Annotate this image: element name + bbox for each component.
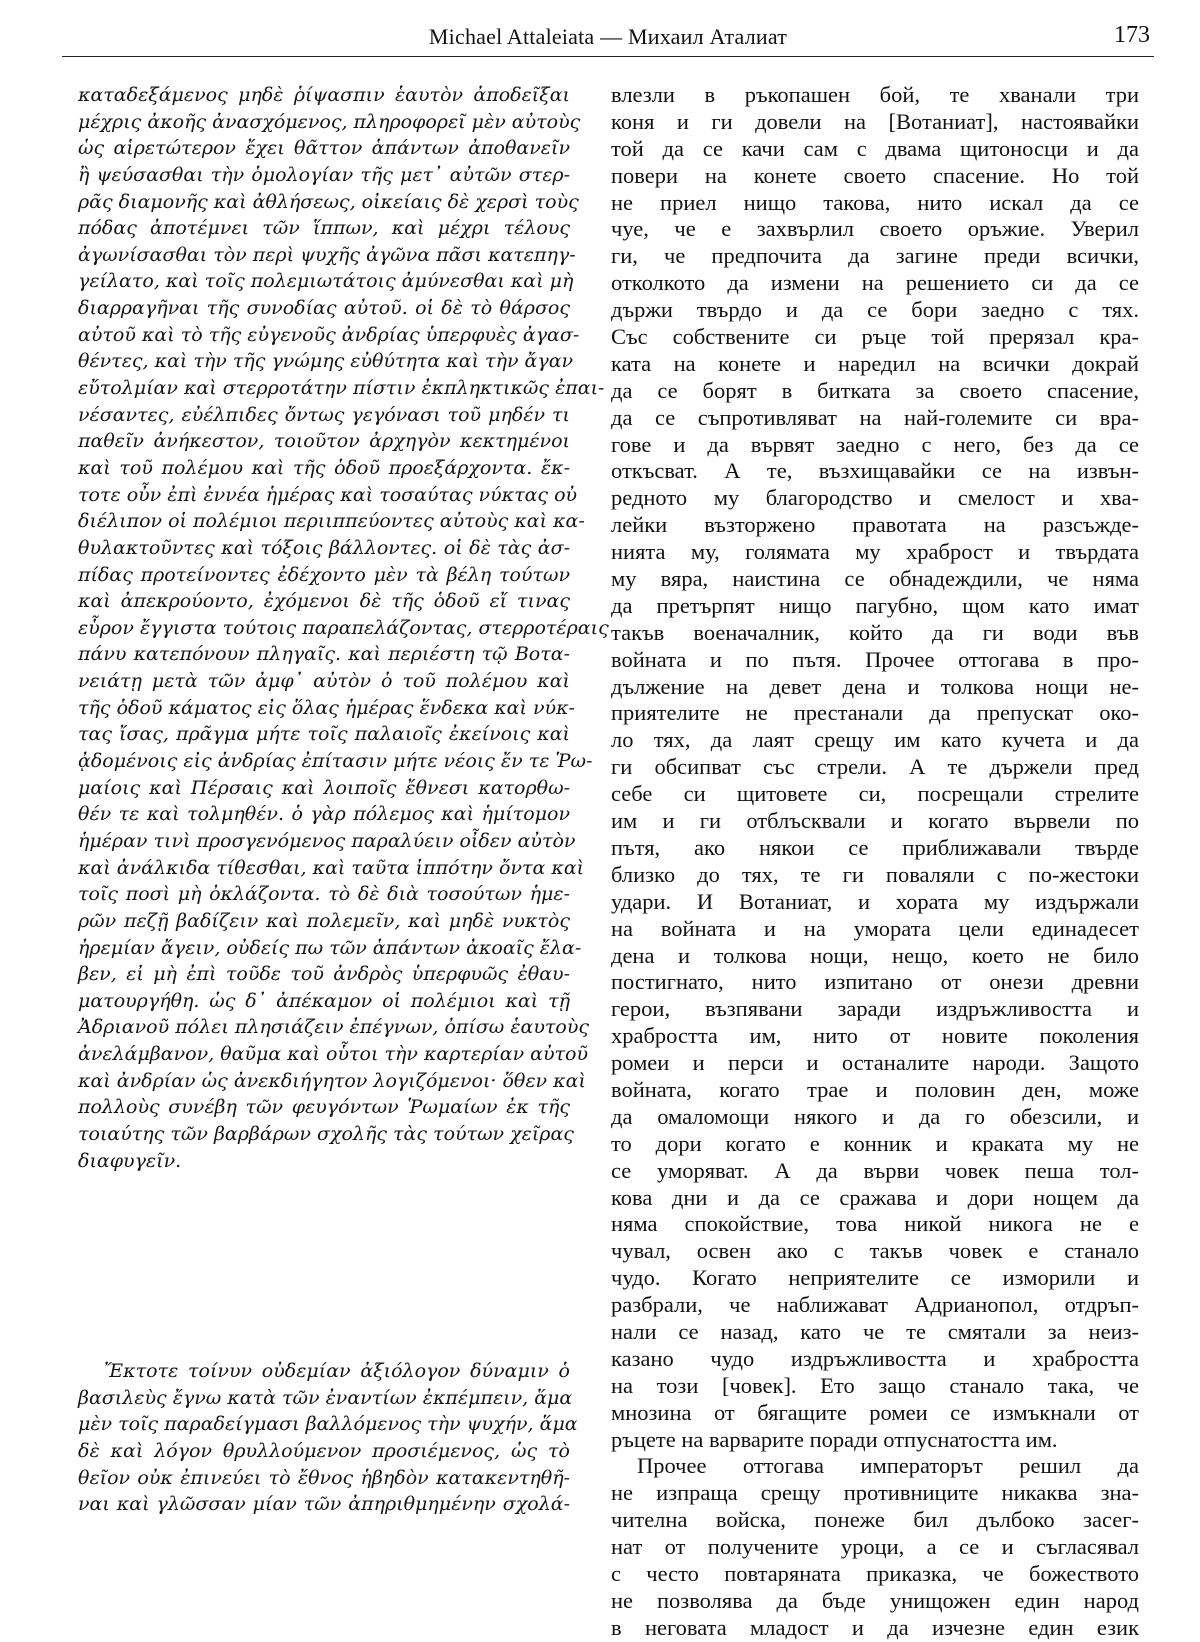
bulgarian-text-line: кова дни и да се сражава и дори нощем да bbox=[611, 1184, 1139, 1210]
bulgarian-text-line: ръцете на варварите поради отпуснатостта им. bbox=[611, 1426, 1058, 1452]
bulgarian-text-line: казано чудо издръжливостта и храбростта bbox=[611, 1345, 1139, 1371]
greek-text-line: Ἔκτοτε τοίνυν οὐδεμίαν ἀξιόλογον δύναμιν ὁ bbox=[104, 1360, 570, 1382]
greek-text-line: ὡς αἱρετώτερον ἔχει θᾶττον ἁπάντων ἀποθανεῖν bbox=[78, 137, 570, 160]
bulgarian-text-line: удари. И Вотаниат, и хората му издържали bbox=[611, 888, 1139, 914]
bulgarian-text-line: да се съпротивляват на най-големите си вра- bbox=[611, 404, 1139, 430]
bulgarian-text-line: герои, възпявани заради издръжливостта и bbox=[611, 996, 1139, 1022]
greek-text-line: τοῖς ποσὶ μὴ ὀκλάζοντα. τὸ δὲ διὰ τοσούτων ἡμε- bbox=[78, 883, 570, 906]
greek-paragraph-2 bbox=[78, 1358, 578, 1518]
bulgarian-text-line: чудо. Когато неприятелите се изморили и bbox=[611, 1265, 1139, 1291]
bulgarian-text-line: такъв военачалник, който да ги води във bbox=[611, 619, 1139, 645]
bulgarian-text-line: на този [човек]. Ето защо станало така, че bbox=[611, 1372, 1139, 1398]
greek-text-line: τοτε οὖν ἐπὶ ἐννέα ἡμέρας καὶ τοσαύτας νύκτας οὐ bbox=[78, 483, 578, 506]
greek-text-line: διαρραγῆναι τῆς συνοδίας αὐτοῦ. οἱ δὲ τὸ θάρσος bbox=[78, 297, 570, 320]
bulgarian-text-line: да омаломощи някого и да го обезсили, и bbox=[611, 1103, 1139, 1129]
bulgarian-text-line: ги обсипват със стрели. А те държели пред bbox=[611, 754, 1139, 780]
greek-text-line: καὶ τοῦ πολέμου καὶ τῆς ὁδοῦ προεξάρχοντα. ἔκ- bbox=[78, 456, 570, 479]
bulgarian-text-line: чителна войска, понеже бил дълбоко засег- bbox=[611, 1507, 1139, 1533]
bulgarian-text-line: откъсват. А те, възхищавайки се на извън- bbox=[611, 458, 1139, 484]
greek-text-line: πίδας προτείνοντες ἐδέχοντο μὲν τὰ βέλη τούτων bbox=[78, 563, 570, 586]
greek-text-line: μέχρις ἀκοῆς ἀνασχόμενος, πληροφορεῖ μὲν αὐτοὺς bbox=[78, 110, 581, 133]
greek-text-line: θέντες, καὶ τὴν τῆς γνώμης εὐθύτητα καὶ τὴν ἄγαν bbox=[78, 350, 574, 373]
greek-text-line: διέλιπον οἱ πολέμιοι περιιππεύοντες αὐτοὺς καὶ κα- bbox=[78, 510, 585, 533]
greek-text-line: μὲν τοῖς παραδείγμασι βαλλόμενος τὴν ψυχήν, ἅμα bbox=[78, 1413, 578, 1436]
bulgarian-text-line: не приел нищо такова, нито искал да се bbox=[611, 189, 1139, 215]
page-number: 173 bbox=[1114, 22, 1150, 48]
bulgarian-text-line: се уморяват. А да върви човек пеша тол- bbox=[611, 1157, 1139, 1183]
bulgarian-text-line: държи твърдо и да се бори заедно с тях. bbox=[611, 297, 1139, 323]
greek-text-line: ναι καὶ γλῶσσαν μίαν τῶν ἀπηριθμημένην σχολά- bbox=[78, 1493, 570, 1516]
bulgarian-text-line: им и ги отблъсквали и когато вървели по bbox=[611, 808, 1139, 834]
greek-text-line: πάνυ κατεπόνουν πληγαῖς. καὶ περιέστη τῷ Βοτα- bbox=[78, 643, 570, 666]
bulgarian-column bbox=[611, 82, 1139, 1642]
bulgarian-text-line: постигнато, нито изпитано от онези древни bbox=[611, 969, 1139, 995]
bulgarian-text-line: да се борят в битката за своето спасение, bbox=[611, 377, 1139, 403]
running-title: Michael Attaleiata — Михаил Аталиат bbox=[428, 24, 788, 49]
greek-text-line: θεῖον οὐκ ἐπινεύει τὸ ἔθνος ἡβηδὸν κατακεντηθῆ- bbox=[78, 1466, 570, 1489]
greek-text-line: τας ἴσας, πρᾶγμα μήτε τοῖς παλαιοῖς ἐκείνοις καὶ bbox=[78, 723, 570, 746]
greek-text-line: ρῶν πεζῇ βαδίζειν καὶ πολεμεῖν, καὶ μηδὲ νυκτὸς bbox=[78, 909, 570, 932]
bulgarian-text-line: влезли в ръкопашен бой, те хванали три bbox=[611, 82, 1139, 107]
bulgarian-text-line: отколкото да измени на решението си да се bbox=[611, 270, 1139, 296]
bulgarian-text-line: няма спокойствие, това никой никога не е bbox=[611, 1211, 1139, 1237]
greek-text-line: βεν, εἰ μὴ ἐπὶ τοῦδε τοῦ ἀνδρὸς ὑπερφυῶς ἐθαυ- bbox=[78, 963, 570, 986]
bulgarian-text-line: повери на конете своето спасение. Но той bbox=[611, 162, 1139, 188]
bulgarian-text-line: гове и да вървят заедно с него, без да се bbox=[611, 431, 1139, 457]
bulgarian-text-line: разбрали, че наближават Адрианопол, отдръп- bbox=[611, 1292, 1139, 1318]
bulgarian-text-line: себе си щитовете си, посрещали стрелите bbox=[611, 781, 1139, 807]
greek-text-line: βασιλεὺς ἔγνω κατὰ τῶν ἐναντίων ἐκπέμπειν, ἅμα bbox=[78, 1386, 573, 1409]
bulgarian-text-line: ромеи и перси и останалите народи. Защото bbox=[611, 1050, 1139, 1076]
bulgarian-text-line: коня и ги довели на [Вотаниат], настоявайки bbox=[611, 108, 1139, 134]
greek-text-line: ᾀδομένοις εἰς ἀνδρίας ἐπίτασιν μήτε νέοις ἔν τε Ῥω- bbox=[78, 750, 593, 773]
greek-text-line: πόδας ἀποτέμνει τῶν ἵππων, καὶ μέχρι τέλους bbox=[78, 217, 570, 240]
bulgarian-text-line: с често повтаряната приказка, че божеството bbox=[611, 1560, 1139, 1586]
greek-text-line: ματουργήθη. ὡς δ᾽ ἀπέκαμον οἱ πολέμιοι καὶ τῇ bbox=[78, 989, 570, 1012]
bulgarian-text-line: на войната и на умората цели единадесет bbox=[611, 915, 1139, 941]
greek-text-line: μαίοις καὶ Πέρσαις καὶ λοιποῖς ἔθνεσι κατορθω- bbox=[78, 776, 570, 799]
bulgarian-text-line: чувал, освен ако с такъв човек е станало bbox=[611, 1238, 1139, 1264]
greek-text-line: Ἀδριανοῦ πόλει πλησιάζειν ἐπέγνων, ὀπίσω ἑαυτοὺς bbox=[78, 1016, 590, 1039]
greek-text-line: καὶ ἀπεκρούοντο, ἐχόμενοι δὲ τῆς ὁδοῦ εἴ τινας bbox=[78, 590, 570, 613]
bulgarian-text-line: ло тях, да лаят срещу им като кучета и да bbox=[611, 727, 1139, 753]
bulgarian-text-line: храбростта им, нито от новите поколения bbox=[611, 1023, 1139, 1049]
greek-text-line: τῆς ὁδοῦ κάματος εἰς ὅλας ἡμέρας ἕνδεκα καὶ νύκ- bbox=[78, 696, 575, 719]
greek-text-line: πολλοὺς συνέβη τῶν φευγόντων Ῥωμαίων ἐκ τῆς bbox=[78, 1096, 570, 1119]
bulgarian-text-line: пътя, ако някои се приближавали твърде bbox=[611, 834, 1139, 860]
greek-text-line: παθεῖν ἀνήκεστον, τοιοῦτον ἀρχηγὸν κεκτημένοι bbox=[78, 430, 570, 453]
bulgarian-text-line: нали се назад, като че те смятали за неиз- bbox=[611, 1318, 1139, 1344]
greek-text-line: αὐτοῦ καὶ τὸ τῆς εὐγενοῦς ἀνδρίας ὑπερφυὲς ἀγασ- bbox=[78, 323, 580, 346]
bulgarian-text-line: в неговата младост и да изчезне един език bbox=[611, 1614, 1139, 1640]
greek-text-line: δὲ καὶ λόγον θρυλλούμενον προσιέμενος, ὡς τὸ bbox=[78, 1439, 570, 1462]
bulgarian-text-line: то дори когато е конник и краката му не bbox=[611, 1130, 1139, 1156]
greek-text-line: νειάτῃ μετὰ τῶν ἀμφ᾽ αὐτὸν ὁ τοῦ πολέμου καὶ bbox=[78, 670, 570, 693]
greek-text-line: γείλατο, καὶ τοῖς πολεμιωτάτοις ἀμύνεσθαι καὶ μὴ bbox=[78, 270, 574, 293]
greek-text-line: καταδεξάμενος μηδὲ ῥίψασπιν ἑαυτὸν ἀποδεῖξαι bbox=[78, 84, 570, 106]
bulgarian-text-line: лейки възторжено правотата на разсъжде- bbox=[611, 512, 1139, 538]
greek-text-line: ἡμέραν τινὶ προσγενόμενος παραλύειν οἶδεν αὐτὸν bbox=[78, 829, 576, 852]
page-header bbox=[62, 18, 1154, 58]
bulgarian-text-line: редното му благородство и смелост и хва- bbox=[611, 485, 1139, 511]
greek-text-line: νέσαντες, εὐέλπιδες ὄντως γεγόνασι τοῦ μηδέν τι bbox=[78, 403, 570, 426]
bulgarian-text-line: нат от получените уроци, а се и съгласявал bbox=[611, 1534, 1139, 1560]
bulgarian-text-line: ката на конете и наредил на всички докрай bbox=[611, 350, 1139, 376]
greek-text-line: ἀνελάμβανον, θαῦμα καὶ οὗτοι τὴν καρτερίαν αὐτοῦ bbox=[78, 1043, 589, 1066]
bulgarian-text-line: войната, когато трае и половин ден, може bbox=[611, 1076, 1139, 1102]
bulgarian-text-line: близко до тях, те ги поваляли с по-жестоки bbox=[611, 861, 1139, 887]
bulgarian-text-line: не позволява да бъде унищожен един народ bbox=[611, 1587, 1139, 1613]
bulgarian-text-line: той да се качи сам с двама щитоносци и да bbox=[611, 135, 1139, 161]
greek-text-line: διαφυγεῖν. bbox=[78, 1149, 182, 1172]
bulgarian-text-line: Със собствените си ръце той прерязал кра- bbox=[611, 324, 1139, 350]
greek-text-line: ἀγωνίσασθαι τὸν περὶ ψυχῆς ἀγῶνα πᾶσι κατεπηγ- bbox=[78, 243, 576, 266]
bulgarian-text-line: мнозина от бягащите ромеи се измъкнали от bbox=[611, 1399, 1139, 1425]
bulgarian-text-line: Прочее оттогава императорът решил да bbox=[637, 1453, 1139, 1479]
greek-text-line: εὗρον ἔγγιστα τούτοις παραπελάζοντας, στερροτέραις bbox=[78, 616, 609, 639]
greek-column bbox=[78, 82, 609, 1174]
bulgarian-text-line: да претърпят нищо пагубно, щом като имат bbox=[611, 592, 1139, 618]
greek-text-line: τοιαύτης τῶν βαρβάρων σχολῆς τὰς τούτων χεῖρας bbox=[78, 1122, 574, 1145]
bulgarian-text-line: не изпраща срещу противниците никаква зна- bbox=[611, 1480, 1139, 1506]
bulgarian-text-line: чуе, че е захвърлил своето оръжие. Уверил bbox=[611, 216, 1139, 242]
greek-text-line: ἢ ψεύσασθαι τὴν ὁμολογίαν τῆς μετ᾽ αὐτῶν στερ- bbox=[78, 163, 570, 186]
bulgarian-text-line: му вяра, наистина се обнадеждили, че няма bbox=[611, 566, 1139, 592]
greek-text-line: θυλακτοῦντες καὶ τόξοις βάλλοντες. οἱ δὲ τὰς ἀσ- bbox=[78, 536, 570, 559]
bulgarian-text-line: войната и по пътя. Прочее оттогава в про- bbox=[611, 646, 1139, 672]
greek-text-line: εὔτολμίαν καὶ στερροτάτην πίστιν ἐκπληκτικῶς ἐπαι- bbox=[78, 377, 605, 400]
bulgarian-text-line: дена и толкова нощи, нещо, което не било bbox=[611, 942, 1139, 968]
bulgarian-text-line: ги, че предпочита да загине преди всички, bbox=[611, 243, 1139, 269]
greek-text-line: καὶ ἀνδρίαν ὡς ἀνεκδιήγητον λογιζόμενοι· ὅθεν καὶ bbox=[78, 1069, 586, 1092]
greek-text-line: θέν τε καὶ τολμηθέν. ὁ γὰρ πόλεμος καὶ ἡμίτομον bbox=[78, 803, 570, 826]
greek-text-line: ἠρεμίαν ἄγειν, οὐδείς πω τῶν ἁπάντων ἀκοαῖς ἔλα- bbox=[78, 936, 582, 959]
greek-text-line: καὶ ἀνάλκιδα τίθεσθαι, καὶ ταῦτα ἱππότην ὄντα καὶ bbox=[78, 856, 585, 879]
header-rule bbox=[62, 56, 1154, 57]
bulgarian-text-line: нията му, голямата му храброст и твърдата bbox=[611, 539, 1139, 565]
bulgarian-text-line: приятелите не престанали да препускат око- bbox=[611, 700, 1139, 726]
greek-text-line: ρᾶς διαμονῆς καὶ ἀθλήσεως, οἰκείαις δὲ χερσὶ τοὺς bbox=[78, 190, 579, 213]
bulgarian-text-line: дължение на девет дена и толкова нощи не- bbox=[611, 673, 1139, 699]
